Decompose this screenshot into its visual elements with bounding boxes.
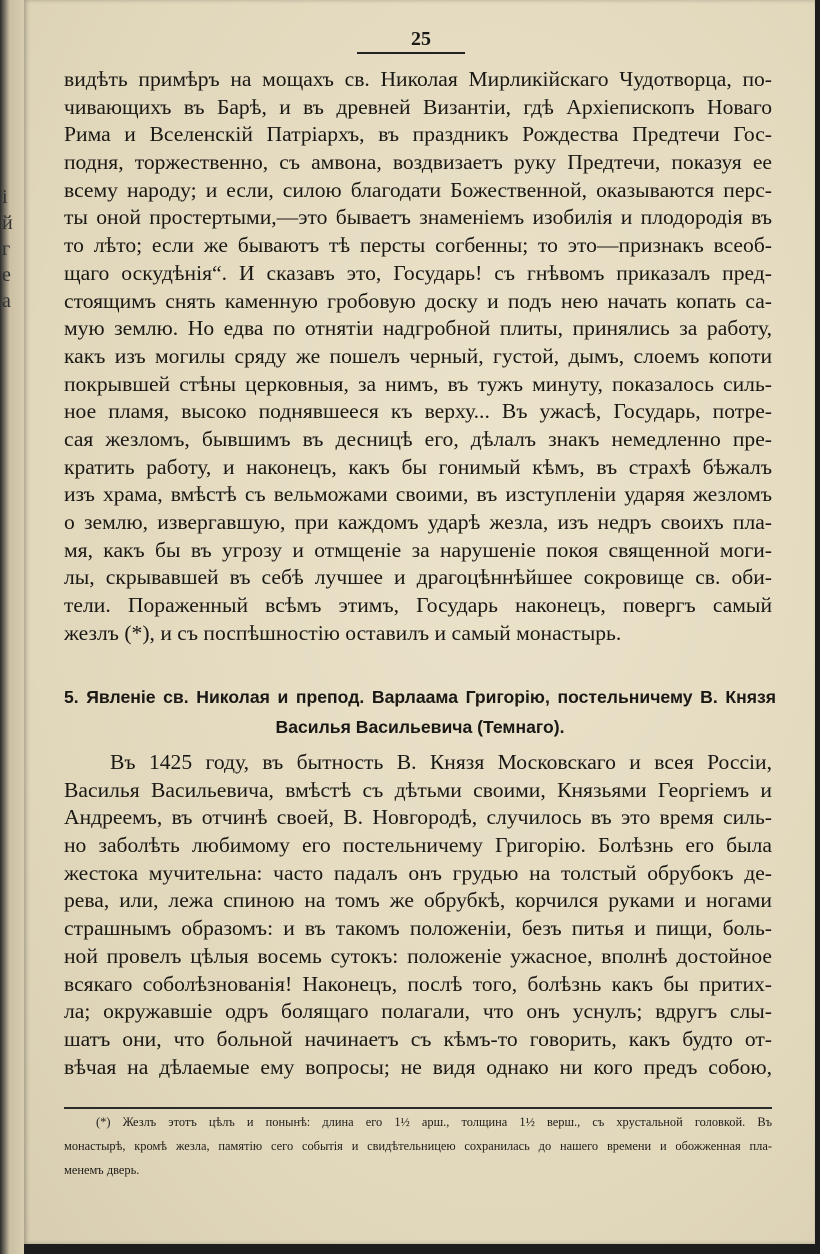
text-line: жестока мучительна: часто падалъ онъ грудью на толстый обрубокъ де- [64,860,772,885]
text-line: страшнымъ образомъ: и въ такомъ положеніи, безъ питья и пищи, боль- [64,916,772,941]
paragraph-2 [64,749,772,1081]
text-line: щаго оскудѣнія“. И сказавъ это, Государь! съ гнѣвомъ приказалъ пред- [64,260,772,285]
edge-letter: е [2,264,11,286]
text-line: ла; окружавшіе одръ болящаго полагали, что онъ уснулъ; вдругъ слы- [64,999,772,1024]
footnote-line: (*) Жезлъ этотъ цѣлъ и понынѣ: длина его 1½ арш., толщина 1½ верш., съ хрустальной головкой. Въ [96,1115,772,1129]
text-line: стоящимъ снять каменную гробовую доску и подъ нею начать копать са- [64,288,772,313]
text-line: ной провелъ цѣлыя восемь сутокъ: положеніе ужасное, вполнѣ достойное [64,943,772,968]
edge-letter: г [2,238,11,260]
text-line: Въ 1425 году, въ бытность В. Князя Московскаго и всея Россіи, [110,750,772,774]
text-line: жезлъ (*), и съ поспѣшностію оставилъ и самый монастырь. [64,620,622,645]
text-line: ты оной простертыми,—это бываетъ знаменіемъ изобилія и плодородія въ [64,205,772,230]
footnote-divider [64,1107,772,1109]
text-line: какъ изъ могилы сряду же пошелъ черный, густой, дымъ, слоемъ копоти [64,343,772,368]
section-heading [64,682,776,742]
text-line: лы, скрывавшей въ себѣ лучшее и драгоцѣннѣйшее сокровище св. оби- [64,565,772,590]
text-line: тели. Пораженный всѣмъ этимъ, Государь наконецъ, повергъ самый [64,593,772,618]
text-line: Рима и Вселенскій Патріархъ, въ праздникъ Рождества Предтечи Гос- [64,122,772,147]
text-line: сая жезломъ, бывшимъ въ десницѣ его, дѣлалъ знакъ немедленно пре- [64,426,772,451]
text-line: подня, торжественно, съ амвона, воздвизаетъ руку Предтечи, показуя ее [64,150,772,175]
section-heading-line-2: Василья Васильевича (Темнаго). [275,717,565,737]
text-line: ное пламя, высоко поднявшееся къ верху... Въ ужасѣ, Государь, потре- [64,399,772,424]
text-line: шатъ они, что больной начинаетъ съ кѣмъ-то говорить, какъ будто от- [64,1026,772,1051]
text-line: то лѣто; если же бываютъ тѣ персты согбенны; то это—признакъ всеоб- [64,233,772,258]
text-line: но заболѣть любимому его постельничему Григорію. Болѣзнь его была [64,833,772,858]
text-line: мя, какъ бы въ угрозу и отмщеніе за нарушеніе покоя священной моги- [64,537,772,562]
book-page [24,0,815,1244]
page-number: 25 [411,28,431,50]
page-number-underline [357,52,465,54]
text-line: видѣть примѣръ на мощахъ св. Николая Мирликійскаго Чудотворца, по- [64,67,772,91]
text-line: всему народу; и если, силою благодати Божественной, оказываются перс- [64,177,772,202]
text-line: всякаго соболѣзнованія! Наконецъ, послѣ того, болѣзнь какъ бы притих- [64,971,772,996]
text-line: чивающихъ въ Барѣ, и въ древней Византіи, гдѣ Архіепископъ Новаго [64,94,772,119]
text-line: покрывшей стѣны церковныя, за нимъ, въ тужъ минуту, показалось силь- [64,371,772,396]
edge-letter: а [2,290,11,312]
text-line: кратить работу, и наконецъ, какъ бы гонимый кѣмъ, въ страхѣ бѣжалъ [64,454,772,479]
text-line: мую землю. Но едва по отнятіи надгробной плиты, принялись за работу, [64,316,772,341]
section-heading-line-1: 5. Явленіе св. Николая и препод. Варлаама Григорію, постельничему В. Князя [64,687,776,707]
text-line: Андреемъ, въ отчинѣ своей, В. Новгородѣ, случилось въ это время силь- [64,805,772,830]
paragraph-1 [64,66,772,647]
footnote [64,1110,772,1182]
text-line: о землю, извергавшую, при каждомъ ударѣ жезла, изъ недръ своихъ пла- [64,510,772,534]
text-line: Василья Васильевича, вмѣстѣ съ дѣтьми своими, Князьями Георгіемъ и [64,777,772,802]
edge-letter: і [2,186,8,208]
text-line: вѣчая на дѣлаемые ему вопросы; не видя однако ни кого предъ собою, [64,1054,772,1079]
text-line: изъ храма, вмѣстѣ съ вельможами своими, въ изступленіи ударяя жезломъ [64,482,772,507]
footnote-line: менемъ дверь. [64,1163,140,1177]
edge-letter: й [2,212,13,234]
footnote-line: монастырѣ, кромѣ жезла, памятію сего событія и свидѣтельницею сохранилась до нашего времени и обожженная пла- [64,1139,772,1153]
previous-page-edge [0,0,24,1254]
text-line: рева, или, лежа спиною на томъ же обрубкѣ, корчился руками и ногами [64,888,772,913]
